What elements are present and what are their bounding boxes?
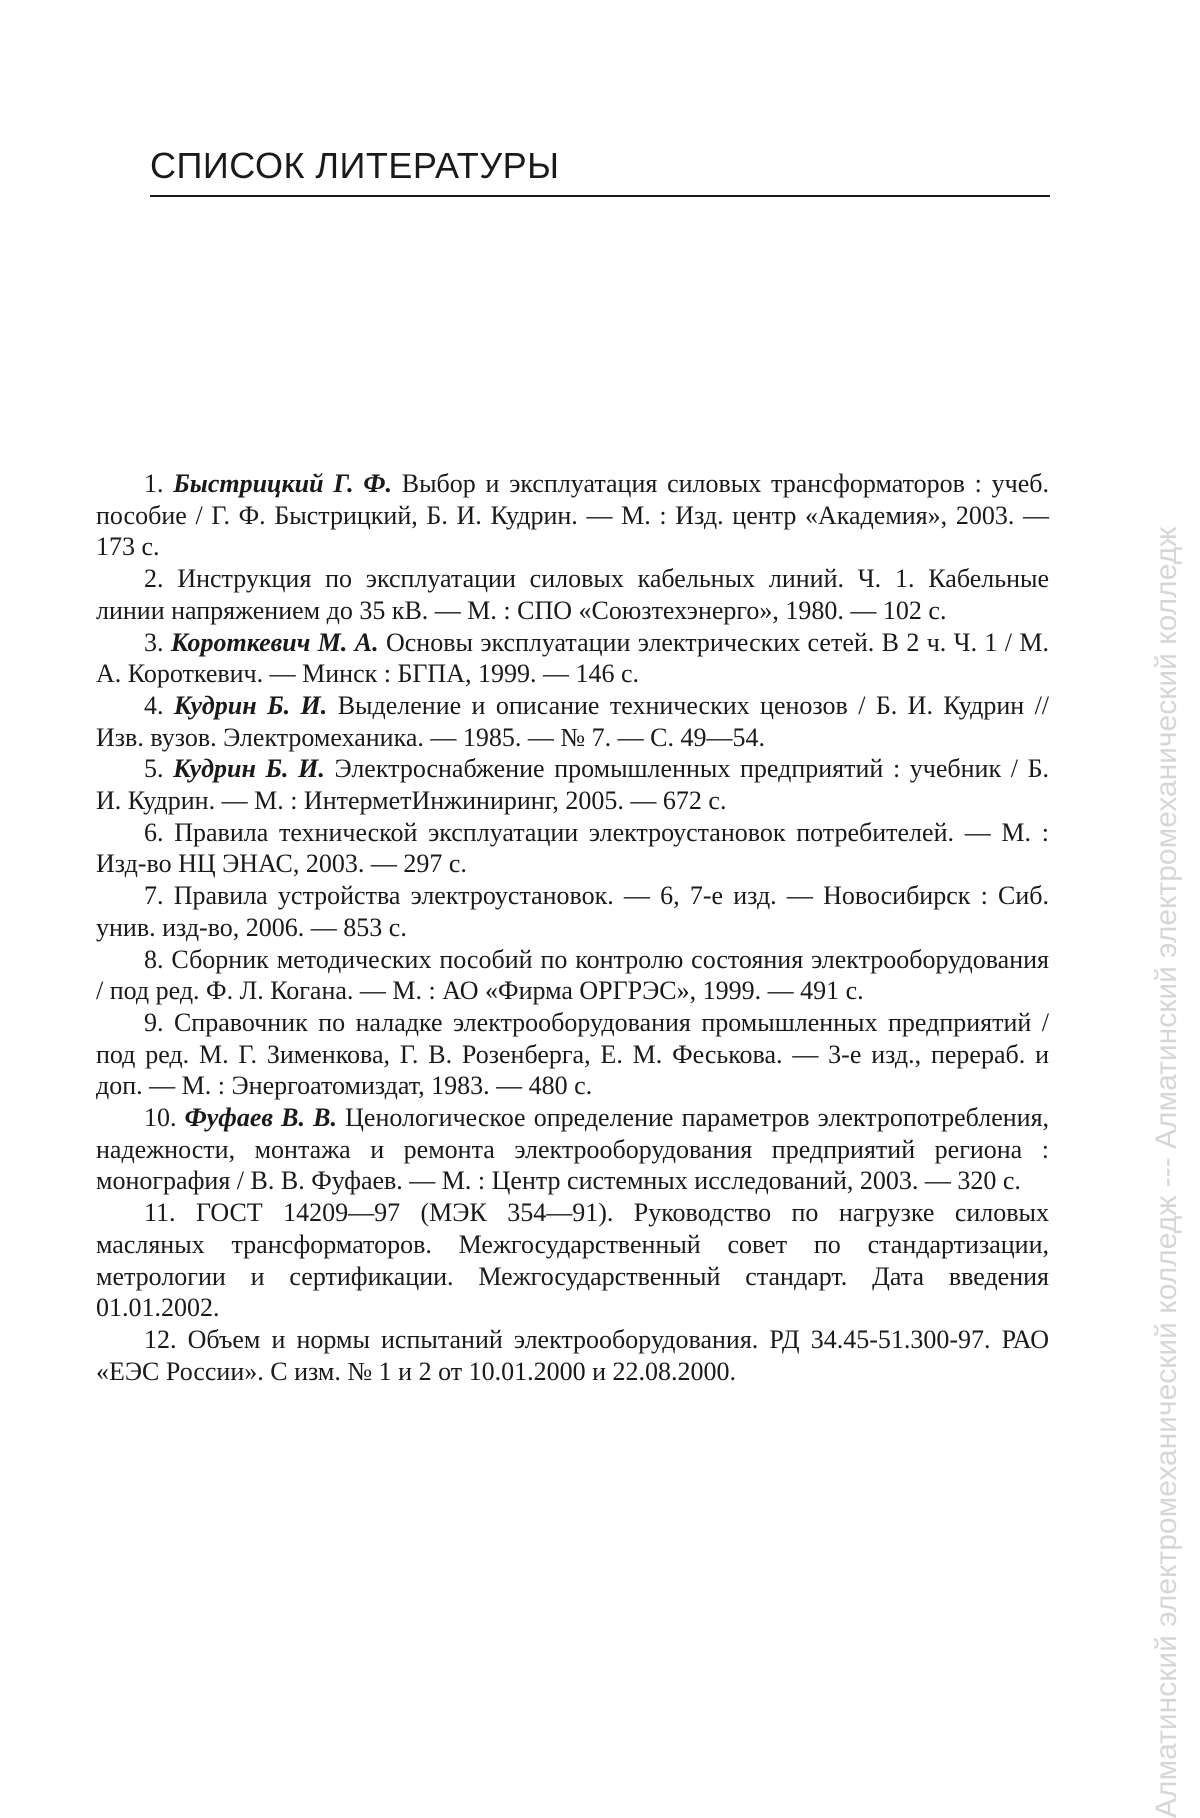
reference-number: 5. — [144, 754, 164, 784]
reference-number: 1. — [144, 469, 164, 498]
reference-author: Быстрицкий Г. Ф. — [173, 469, 392, 498]
page-title: СПИСОК ЛИТЕРАТУРЫ — [150, 145, 560, 186]
reference-list — [96, 468, 1049, 1387]
reference-number: 6. — [144, 817, 164, 847]
reference-text: Правила технической эксплуатации электроустановок потребителей. — М. : Изд-во НЦ ЭНАС, 2003. — 297 с. — [96, 817, 1049, 879]
reference-number: 7. — [144, 881, 164, 911]
reference-text: Электроснабжение промышленных предприятий : учебник / Б. И. Кудрин. — М. : ИнтерметИнжиниринг, 2005. — 672 с. — [96, 754, 1049, 816]
reference-item — [96, 627, 1049, 690]
reference-text: Инструкция по эксплуатации силовых кабельных линий. Ч. 1. Кабельные линии напряжением до 35 кВ. — М. : СПО «Союзтехэнерго», 1980. — 102 с. — [96, 564, 1050, 625]
reference-item — [96, 563, 1049, 626]
reference-text: Ценологическое определение параметров электропотребления, надежности, монтажа и ремонта электрооборудования предприятий региона : монография / В. В. Фуфаев. — М. : Центр системных исследований, 2003. — 320 с. — [96, 1103, 1050, 1196]
reference-item — [96, 690, 1049, 753]
reference-author: Короткевич М. А. — [170, 627, 379, 657]
reference-item — [96, 753, 1049, 816]
reference-item — [96, 1102, 1049, 1197]
reference-text: Объем и нормы испытаний электрооборудования. РД 34.45-51.300-97. РАО «ЕЭС России». С изм. № 1 и 2 от 10.01.2000 и 22.08.2000. — [96, 1324, 1050, 1386]
reference-number: 11. — [144, 1198, 176, 1228]
reference-text: Правила устройства электроустановок. — 6, 7-е изд. — Новосибирск : Сиб. унив. изд-во, 2006. — 853 с. — [96, 881, 1049, 942]
vertical-watermark: Алматинский электромеханический колледж --- Алматинский электромеханический колледж — [1150, 526, 1183, 1818]
reference-text: Основы эксплуатации электрических сетей. В 2 ч. Ч. 1 / М. А. Короткевич. — Минск : БГПА, 1999. — 146 с. — [96, 627, 1050, 689]
reference-number: 4. — [144, 690, 164, 720]
reference-item — [96, 817, 1049, 880]
reference-item — [96, 880, 1049, 943]
reference-text: Сборник методических пособий по контролю состояния электрооборудования / под ред. Ф. Л. Когана. — М. : АО «Фирма ОРГРЭС», 1999. — 491 с. — [96, 944, 1049, 1006]
reference-item — [96, 1324, 1049, 1387]
reference-item — [96, 468, 1049, 563]
reference-number: 10. — [144, 1103, 177, 1133]
reference-number: 2. — [144, 564, 164, 594]
reference-number: 12. — [144, 1324, 177, 1354]
reference-author: Кудрин Б. И. — [173, 754, 325, 784]
reference-author: Фуфаев В. В. — [184, 1103, 338, 1133]
reference-author: Кудрин Б. И. — [173, 690, 328, 720]
title-underline — [150, 195, 1050, 197]
reference-number: 3. — [144, 627, 164, 657]
reference-item — [96, 944, 1049, 1007]
reference-text: Справочник по наладке электрооборудования промышленных предприятий / под ред. М. Г. Зименкова, Г. В. Розенберга, Е. М. Феськова. — 3-е изд., перераб. и доп. — М. : Энергоатомиздат, 1983. — 480 с. — [96, 1007, 1050, 1101]
reference-number: 8. — [144, 944, 164, 974]
reference-text: ГОСТ 14209—97 (МЭК 354—91). Руководство по нагрузке силовых масляных трансформаторов. Межгосударственный совет по стандартизации, метрологии и сертификации. Межгосударственный стандарт. Дата введения 01.01.2002. — [96, 1198, 1050, 1323]
reference-text: Выделение и описание технических ценозов / Б. И. Кудрин // Изв. вузов. Электромеханика. — 1985. — № 7. — С. 49—54. — [96, 690, 1050, 752]
reference-number: 9. — [144, 1007, 164, 1037]
reference-item — [96, 1197, 1049, 1324]
reference-text: Выбор и эксплуатация силовых трансформаторов : учеб. пособие / Г. Ф. Быстрицкий, Б. И. Кудрин. — М. : Изд. центр «Академия», 2003. — 173 с. — [96, 469, 1049, 562]
reference-item — [96, 1007, 1049, 1102]
